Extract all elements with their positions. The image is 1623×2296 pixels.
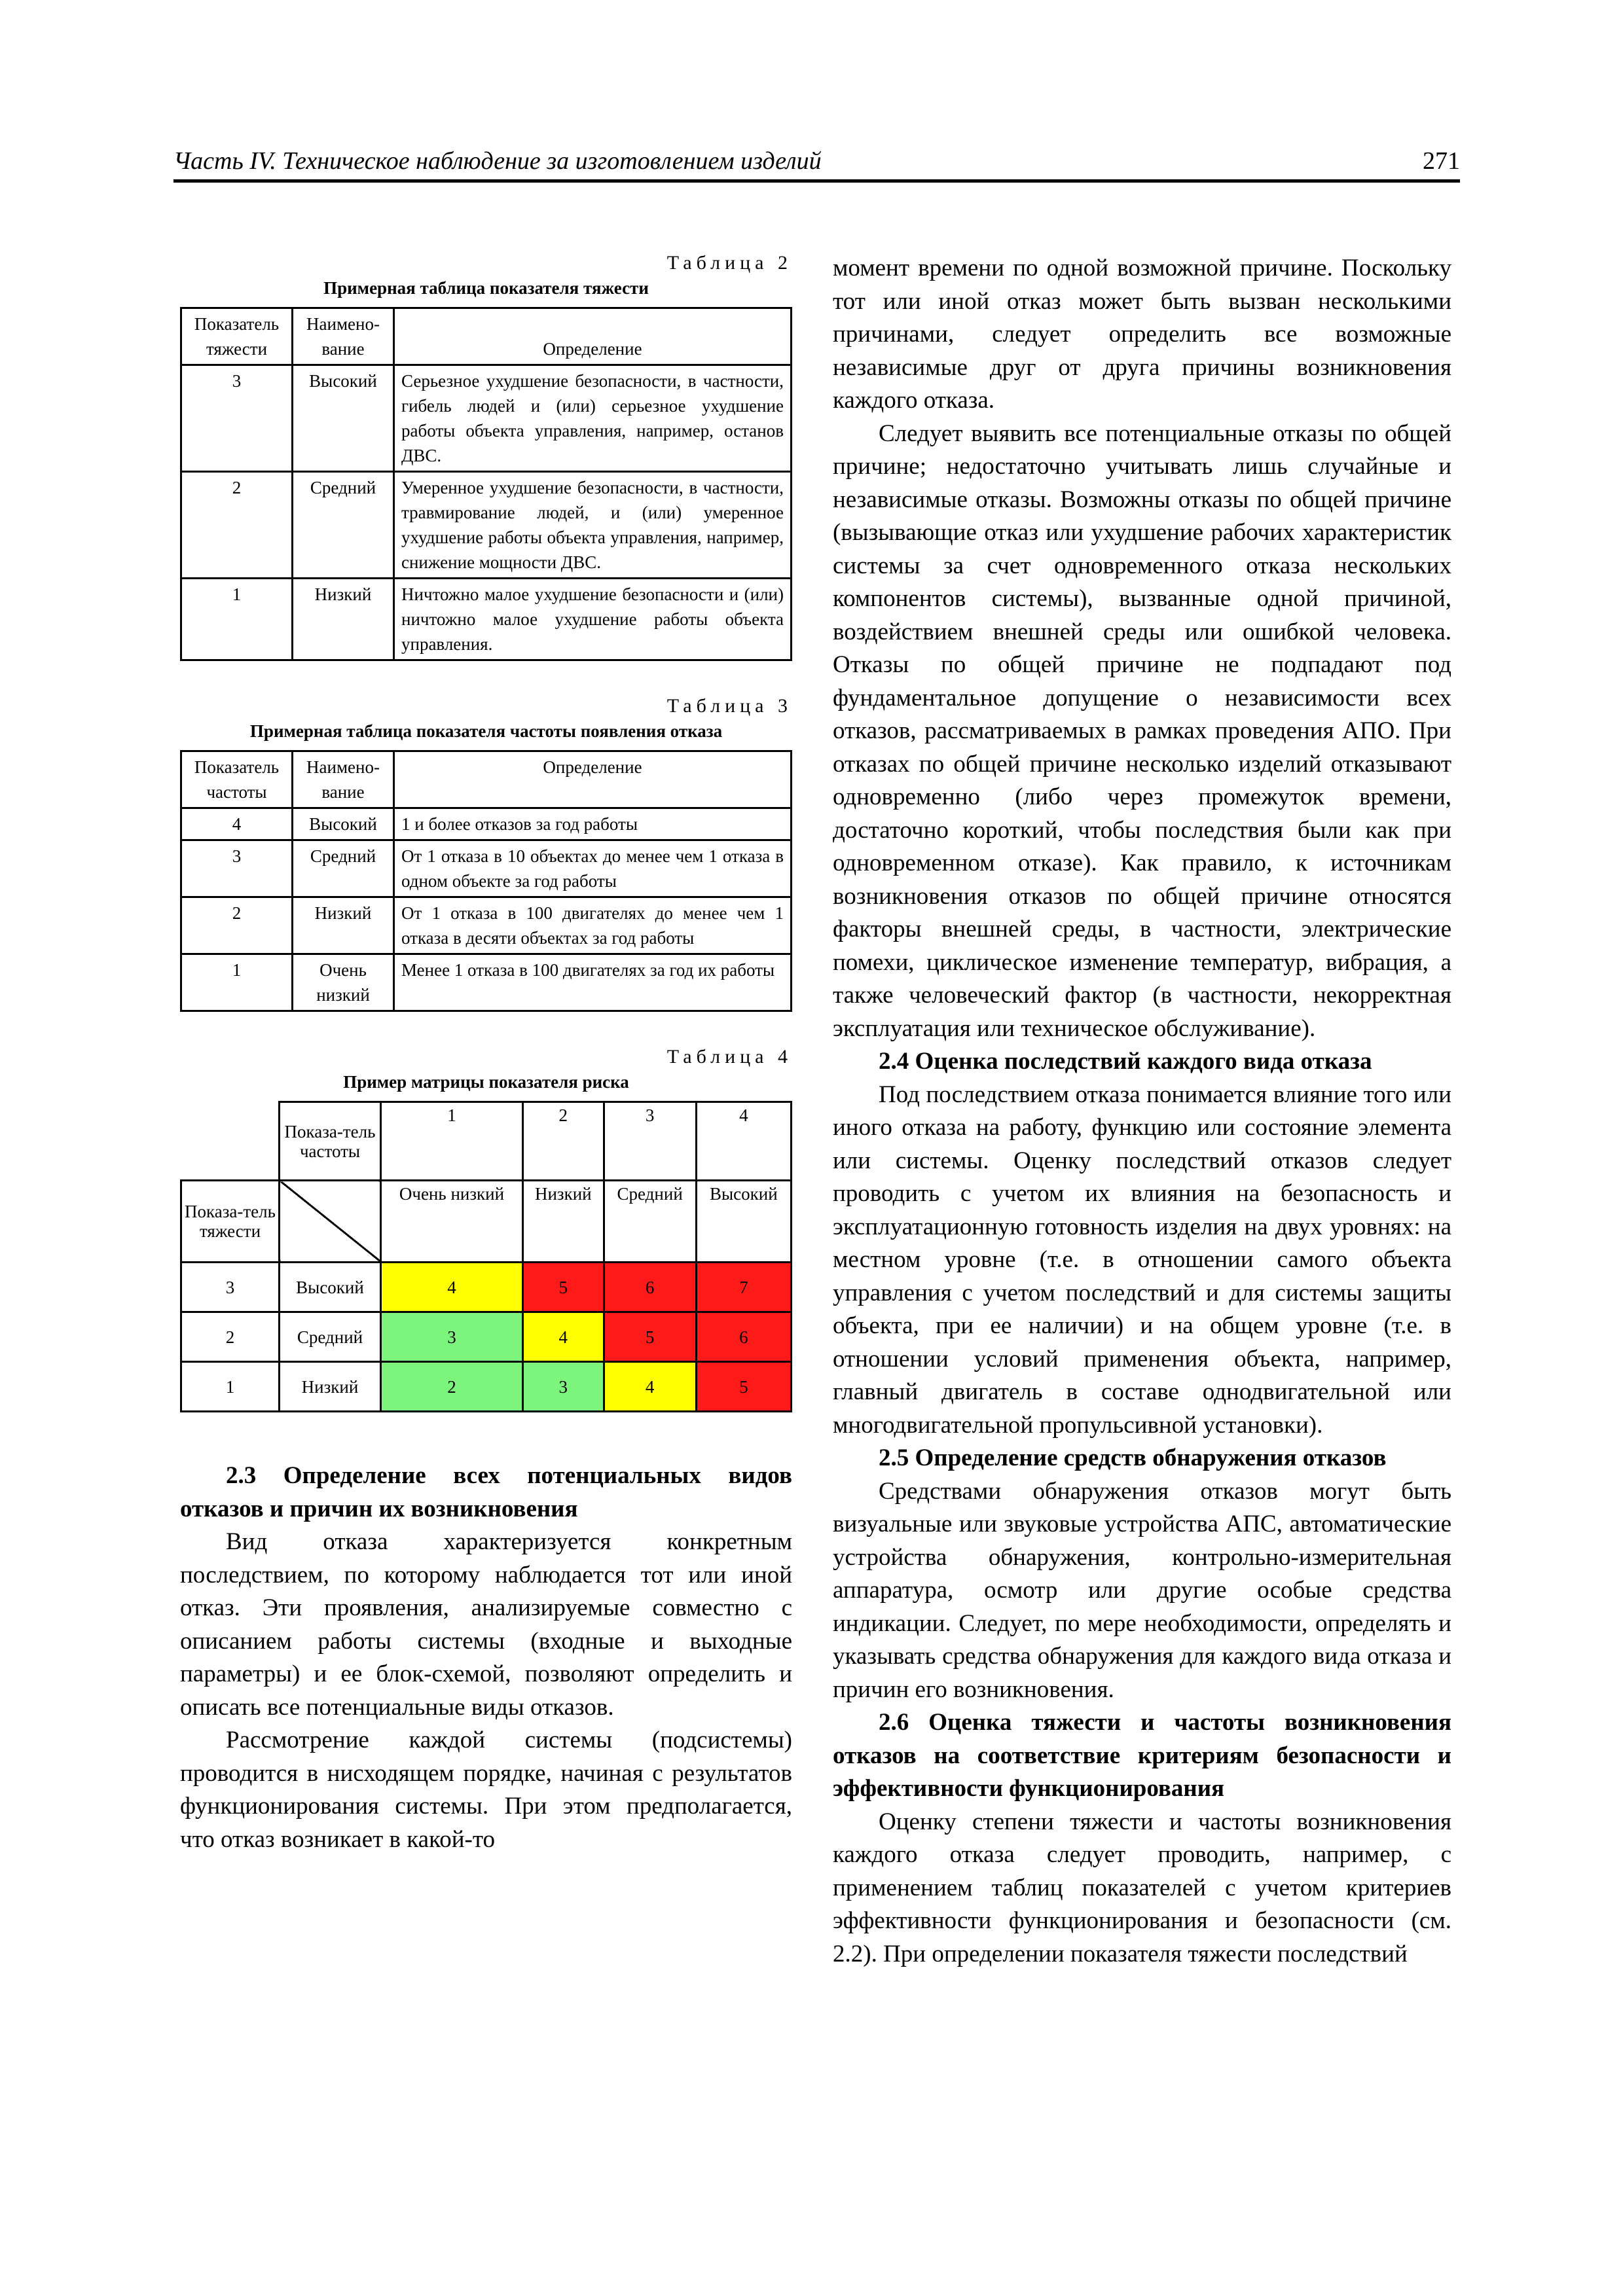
table3-caption: Таблица 3: [666, 695, 792, 717]
header-cell: Наимено-вание: [293, 751, 394, 808]
level-cell: 2: [181, 472, 293, 579]
freq-level: 3: [604, 1102, 696, 1181]
name-cell: Высокий: [293, 808, 394, 840]
level-cell: 1: [181, 579, 293, 660]
name-cell: Очень низкий: [293, 954, 394, 1011]
definition-cell: Серьезное ухудшение безопасности, в частности, гибель людей и (или) серьезное ухудшение работы объекта управления, например, останов ДВС.: [394, 365, 792, 472]
matrix-row: [181, 1312, 792, 1362]
freq-name: Средний: [604, 1181, 696, 1263]
diagonal-cell: [280, 1181, 381, 1263]
section-heading-2-6: 2.6 Оценка тяжести и частоты возникновения отказов на соответствие критериям безопасности и эффективности функционирования: [833, 1709, 1451, 1802]
severity-table: [180, 307, 792, 661]
table2-title: Примерная таблица показателя тяжести: [323, 278, 649, 298]
matrix-freq-row: [181, 1102, 792, 1181]
freq-name: Очень низкий: [381, 1181, 523, 1263]
freq-name: Низкий: [522, 1181, 604, 1263]
risk-cell: 5: [604, 1312, 696, 1362]
table-row: [181, 579, 792, 660]
matrix-row: [181, 1362, 792, 1412]
freq-label: Показа-тель частоты: [280, 1102, 381, 1181]
freq-name: Высокий: [696, 1181, 791, 1263]
sev-name: Средний: [280, 1312, 381, 1362]
level-cell: 3: [181, 365, 293, 472]
paragraph: Рассмотрение каждой системы (подсистемы) проводится в нисходящем порядке, начиная с результатов функционирования системы. При этом предполагается, что отказ возникает в какой-то: [180, 1727, 792, 1853]
sev-level: 3: [181, 1263, 280, 1312]
frequency-table: [180, 750, 792, 1012]
definition-cell: 1 и более отказов за год работы: [394, 808, 792, 840]
name-cell: Низкий: [293, 579, 394, 660]
level-cell: 2: [181, 897, 293, 954]
header-cell: Показатель тяжести: [181, 308, 293, 365]
risk-cell: 4: [522, 1312, 604, 1362]
table-header-row: [181, 308, 792, 365]
matrix-row: [181, 1263, 792, 1312]
name-cell: Средний: [293, 840, 394, 897]
table4-caption: Таблица 4: [666, 1046, 792, 1067]
definition-cell: От 1 отказа в 10 объектах до менее чем 1 отказа в одном объекте за год работы: [394, 840, 792, 897]
name-cell: Средний: [293, 472, 394, 579]
table-row: [181, 365, 792, 472]
risk-matrix: [180, 1101, 792, 1412]
table-row: [181, 808, 792, 840]
header-cell: Наимено-вание: [293, 308, 394, 365]
paragraph: Под последствием отказа понимается влияние того или иного отказа на работу, функцию или состояние элемента или системы. Оценку последствий отказов следует проводить с учетом их влияния на безопасность и эксплуатационную готовность изделия на двух уровнях: на местном уровне (т.е. в отношении самого объекта управления с учетом последствий и для системы защиты объекта, при ее наличии) и на общем уровне (т.е. в отношении условий применения объекта, например, главный двигатель в составе однодвигательной или многодвигательной пропульсивной установки).: [833, 1081, 1451, 1439]
level-cell: 3: [181, 840, 293, 897]
table3-title: Примерная таблица показателя частоты появления отказа: [249, 721, 723, 741]
paragraph: Следует выявить все потенциальные отказы по общей причине; недостаточно учитывать лишь случайные и независимые отказы. Возможны отказы по общей причине (вызывающие отказ или ухудшение рабочих характеристик системы за счет одновременного отказа нескольких компонентов системы), вызванные одной причиной, воздействием внешней среды или ошибкой человека. Отказы по общей причине не подпадают под фундаментальное допущение о независимости всех отказов, рассматриваемых в рамках проведения АПО. При отказах по общей причине несколько изделий отказывают одновременно (либо через промежуток времени, достаточно короткий, чтобы последствия были как при одновременном отказе). Как правило, к источникам возникновения отказов по общей причине относятся факторы внешней среды, в частности, электрические помехи, циклическое изменение температур, вибрация, а также человеческий фактор (в частности, некорректная эксплуатация или техническое обслуживание).: [833, 420, 1451, 1042]
running-title: Часть IV. Техническое наблюдение за изготовлением изделий: [173, 147, 822, 175]
left-column: [180, 252, 792, 1856]
definition-cell: От 1 отказа в 100 двигателях до менее чем 1 отказа в десяти объектах за год работы: [394, 897, 792, 954]
sev-level: 1: [181, 1362, 280, 1412]
risk-cell: 3: [522, 1362, 604, 1412]
sev-name: Низкий: [280, 1362, 381, 1412]
header-cell: Определение: [394, 308, 792, 365]
header-cell: Определение: [394, 751, 792, 808]
section-heading-2-3: 2.3 Определение всех потенциальных видов отказов и причин их возникновения: [180, 1462, 792, 1522]
right-column: [833, 252, 1451, 1971]
table-row: [181, 472, 792, 579]
risk-cell: 2: [381, 1362, 523, 1412]
paragraph: Средствами обнаружения отказов могут быть визуальные или звуковые устройства АПС, автоматические устройства обнаружения, контрольно-измерительная аппаратура, осмотр или другие особые средства индикации. Следует, по мере необходимости, определять и указывать средства обнаружения для каждого вида отказа и причин его возникновения.: [833, 1477, 1451, 1703]
paragraph: Вид отказа характеризуется конкретным последствием, по которому наблюдается тот или иной отказ. Эти проявления, анализируемые совместно с описанием работы системы (входные и выходные параметры) и ее блок-схемой, позволяют определить и описать все потенциальные виды отказов.: [180, 1528, 792, 1721]
risk-cell: 7: [696, 1263, 791, 1312]
table2-caption: Таблица 2: [666, 252, 792, 274]
definition-cell: Ничтожно малое ухудшение безопасности и (или) ничтожно малое ухудшение работы объекта управления.: [394, 579, 792, 660]
freq-level: 2: [522, 1102, 604, 1181]
risk-cell: 3: [381, 1312, 523, 1362]
risk-cell: 4: [381, 1263, 523, 1312]
matrix-name-row: [181, 1181, 792, 1263]
table-row: [181, 954, 792, 1011]
paragraph: Оценку степени тяжести и частоты возникновения каждого отказа следует проводить, например, с применением таблиц показателей с учетом критериев эффективности функционирования и безопасности (см. 2.2). При определении показателя тяжести последствий: [833, 1808, 1451, 1967]
freq-level: 1: [381, 1102, 523, 1181]
table-row: [181, 897, 792, 954]
risk-cell: 4: [604, 1362, 696, 1412]
sev-label: Показа-тель тяжести: [181, 1181, 280, 1263]
header-cell: Показатель частоты: [181, 751, 293, 808]
risk-cell: 6: [604, 1263, 696, 1312]
paragraph: момент времени по одной возможной причине. Поскольку тот или иной отказ может быть вызван несколькими причинами, следует определить все возможные независимые друг от друга причины возникновения каждого отказа.: [833, 255, 1451, 414]
name-cell: Высокий: [293, 365, 394, 472]
freq-level: 4: [696, 1102, 791, 1181]
name-cell: Низкий: [293, 897, 394, 954]
risk-cell: 6: [696, 1312, 791, 1362]
definition-cell: Менее 1 отказа в 100 двигателях за год их работы: [394, 954, 792, 1011]
table-row: [181, 840, 792, 897]
section-heading-2-5: 2.5 Определение средств обнаружения отказов: [879, 1444, 1387, 1471]
risk-cell: 5: [696, 1362, 791, 1412]
sev-name: Высокий: [280, 1263, 381, 1312]
risk-cell: 5: [522, 1263, 604, 1312]
page-number: 271: [1423, 147, 1460, 175]
running-header: [173, 145, 1460, 183]
table4-title: Пример матрицы показателя риска: [343, 1072, 629, 1092]
table-header-row: [181, 751, 792, 808]
level-cell: 1: [181, 954, 293, 1011]
sev-level: 2: [181, 1312, 280, 1362]
section-heading-2-4: 2.4 Оценка последствий каждого вида отказа: [879, 1048, 1372, 1075]
definition-cell: Умеренное ухудшение безопасности, в частности, травмирование людей, и (или) умеренное ухудшение работы объекта управления, например, снижение мощности ДВС.: [394, 472, 792, 579]
level-cell: 4: [181, 808, 293, 840]
